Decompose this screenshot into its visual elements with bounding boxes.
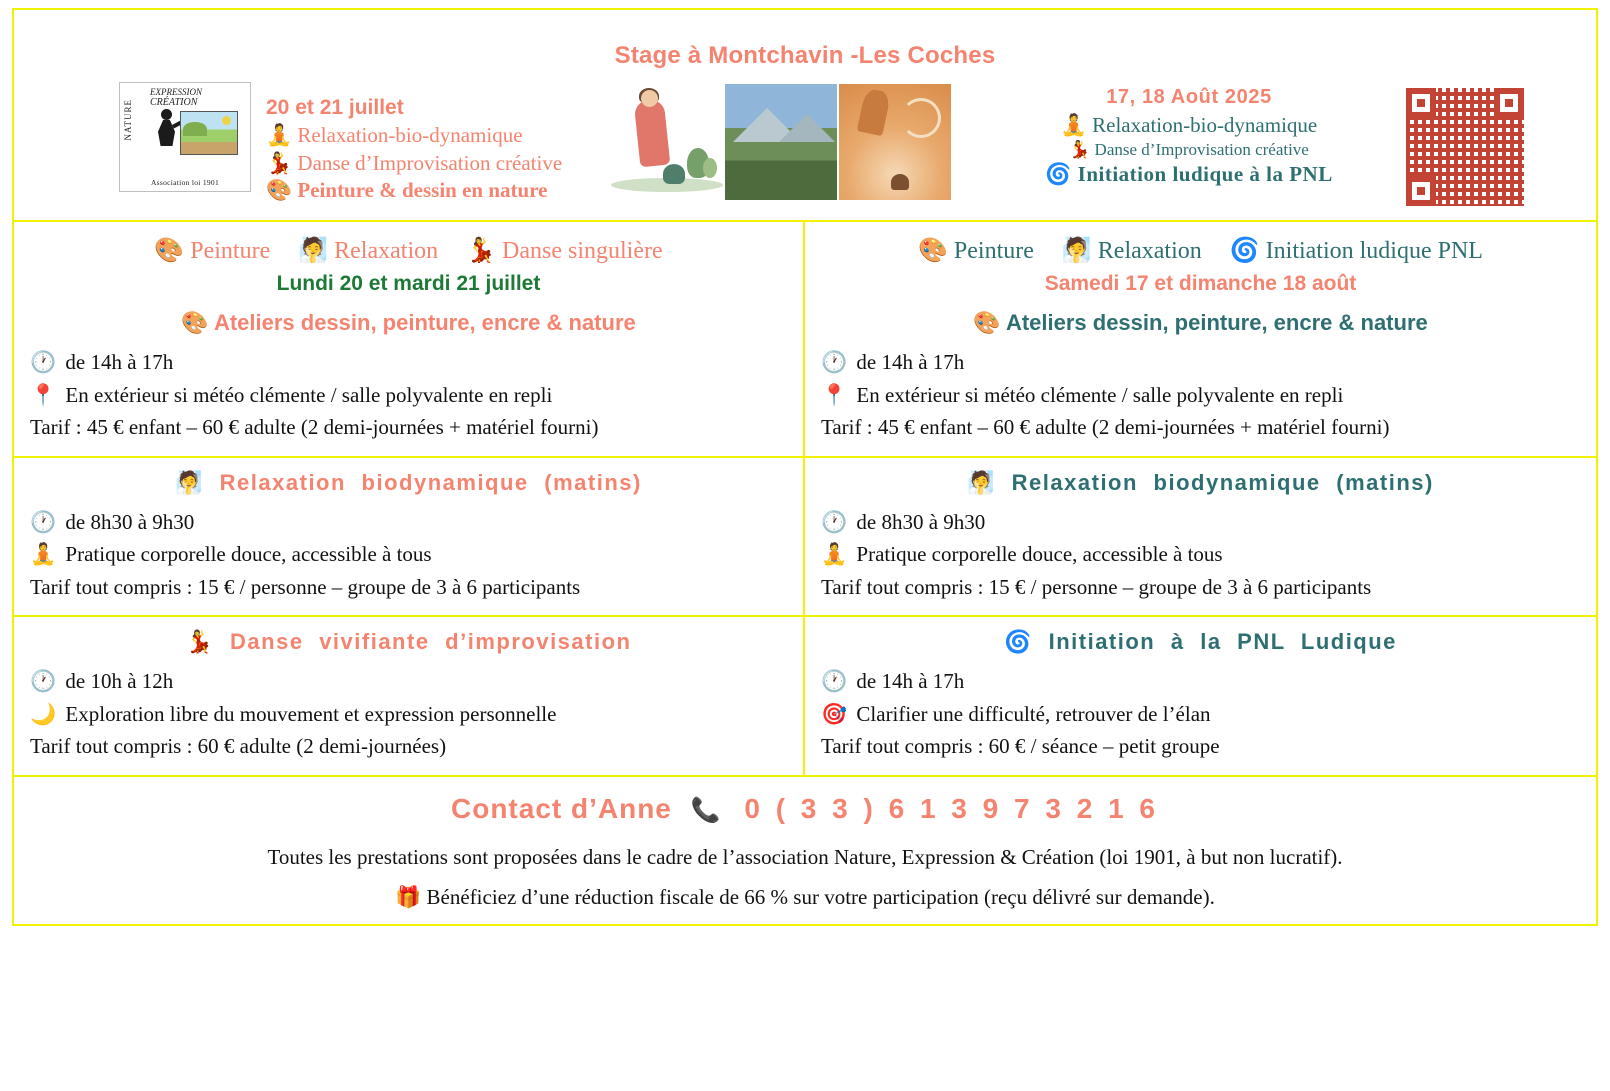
left-block-0-row-0-text: de 14h à 17h	[65, 350, 174, 374]
left-block-2-title: Danse vivifiante d’improvisation	[230, 629, 632, 655]
swirl-icon: 🌙	[30, 701, 57, 726]
palette-icon: 🎨	[918, 238, 948, 264]
logo-word-nature: NATURE	[123, 99, 133, 141]
footer-note-1: Toutes les prestations sont proposées dans le cadre de l’association Nature, Expression & Création (loi 1901, à but non lucratif).	[267, 844, 1343, 869]
right-block-2-row-2-text: Tarif tout compris : 60 € / séance – petit groupe	[821, 734, 1220, 759]
right-block-2-row-0-text: de 14h à 17h	[856, 669, 965, 694]
left-days: Lundi 20 et mardi 21 juillet	[276, 272, 541, 295]
right-block-1-row-2-text: Tarif tout compris : 15 € / personne – groupe de 3 à 6 participants	[821, 574, 1372, 599]
dancer-icon: 💃	[185, 629, 215, 655]
left-block-0-row-1-text: En extérieur si météo clémente / salle polyvalente en repli	[65, 382, 553, 407]
canvas-icon	[180, 111, 238, 155]
left-block-2-row-2	[30, 730, 787, 763]
meditation-icon: 🧘	[821, 542, 848, 567]
dancer-icon: 💃	[466, 238, 496, 264]
right-block-1-title-row	[821, 470, 1580, 496]
right-category-2-label: Initiation ludique PNL	[1265, 238, 1483, 264]
left-block-0-row-0	[30, 346, 787, 379]
contact-label: Contact d’Anne	[451, 792, 672, 824]
right-days: Samedi 17 et dimanche 18 août	[1044, 272, 1357, 295]
header-right-block	[989, 86, 1389, 189]
header-left-block	[266, 96, 596, 205]
footer-note-2-text: Bénéficiez d’une réduction fiscale de 66 % sur votre participation (reçu délivré sur demande).	[426, 884, 1215, 909]
left-block-1-row-1-text: Pratique corporelle douce, accessible à tous	[65, 542, 432, 567]
clock-icon: 🕐	[821, 350, 848, 374]
palette-icon: 🎨	[973, 310, 1001, 335]
palette-icon: 🎨	[181, 310, 209, 335]
clock-icon: 🕐	[30, 509, 57, 534]
right-categories	[821, 236, 1580, 266]
left-block-1-row-0	[30, 506, 787, 539]
right-block-1-row-0-text: de 8h30 à 9h30	[856, 509, 986, 534]
header-left-item-2-label: Peinture & dessin en nature	[297, 178, 548, 203]
qr-code[interactable]	[1406, 88, 1524, 206]
right-block-0-row-2	[821, 411, 1580, 444]
clock-icon: 🕐	[821, 509, 848, 534]
left-category-0-label: Peinture	[190, 238, 271, 264]
right-block-2-row-1	[821, 698, 1580, 731]
header-right-item-1-label: Danse d’Improvisation créative	[1094, 140, 1309, 160]
header-left-item-1	[266, 150, 596, 178]
left-block-0-title: Ateliers dessin, peinture, encre & nature	[213, 310, 636, 335]
header-right-date: 17, 18 Août 2025	[1106, 86, 1272, 108]
footer	[12, 777, 1598, 926]
column-right-relaxation	[805, 458, 1596, 618]
right-block-0-row-2-text: Tarif : 45 € enfant – 60 € adulte (2 demi-journées + matériel fourni)	[821, 415, 1390, 440]
header-left-date: 20 et 21 juillet	[266, 96, 404, 119]
right-block-0-row-1-text: En extérieur si météo clémente / salle polyvalente en repli	[856, 382, 1344, 407]
column-left-atelier	[14, 222, 805, 458]
header-images	[611, 84, 951, 200]
meditation-icon: 🧘	[266, 123, 293, 147]
dancer-icon: 💃	[266, 150, 293, 175]
phone-icon: 📞	[690, 796, 722, 824]
left-block-0-row-2-text: Tarif : 45 € enfant – 60 € adulte (2 demi-journées + matériel fourni)	[30, 415, 599, 440]
logo-word-expression: EXPRESSION	[150, 87, 202, 97]
mountain-photo	[725, 84, 837, 200]
left-block-2-row-2-text: Tarif tout compris : 60 € adulte (2 demi-journées)	[30, 734, 447, 759]
header-left-item-2	[266, 177, 596, 205]
relaxation-icon: 🧖	[175, 469, 205, 495]
header-left-item-1-label: Danse d’Improvisation créative	[297, 150, 563, 175]
right-block-0-title-row	[821, 310, 1580, 336]
left-block-1-title: Relaxation biodynamique (matins)	[219, 469, 642, 495]
right-block-0-row-1	[821, 379, 1580, 412]
logo-word-creation: CRÉATION	[150, 97, 198, 108]
page-title: Stage à Montchavin -Les Coches	[614, 42, 996, 69]
column-left-danse	[14, 617, 805, 775]
meditation-icon: 🧘	[1060, 113, 1087, 137]
painter-figure-icon	[154, 109, 180, 161]
left-block-1-row-2	[30, 571, 787, 604]
right-block-0-row-0-text: de 14h à 17h	[856, 350, 965, 374]
spiral-icon: 🌀	[1004, 629, 1033, 655]
header-left-item-0	[266, 122, 596, 150]
right-block-2-row-1-text: Clarifier une difficulté, retrouver de l’élan	[856, 701, 1211, 726]
pin-icon: 📍	[30, 382, 57, 407]
header-right-item-1	[989, 139, 1389, 161]
relaxation-icon: 🧖	[1061, 238, 1092, 264]
gift-icon: 🎁	[395, 884, 422, 909]
footer-note-2	[24, 881, 1586, 915]
brush-photo	[839, 84, 951, 200]
right-block-0-row-0	[821, 346, 1580, 379]
palette-icon: 🎨	[154, 238, 185, 264]
logo-assoc-text: Association loi 1901	[150, 178, 220, 187]
sessions-grid	[12, 222, 1598, 777]
right-block-2-row-2	[821, 730, 1580, 763]
right-block-2-title: Initiation à la PNL Ludique	[1048, 629, 1397, 655]
phone-number[interactable]: 0 ( 3 3 ) 6 1 3 9 7 3 2 1 6	[744, 792, 1159, 824]
right-category-0-label: Peinture	[953, 238, 1034, 264]
right-block-1-row-0	[821, 506, 1580, 539]
left-block-2-row-0	[30, 665, 787, 698]
right-block-2-title-row	[821, 629, 1580, 655]
clock-icon: 🕐	[821, 669, 848, 694]
clock-icon: 🕐	[30, 669, 57, 694]
header-right-item-2-label: Initiation ludique à la PNL	[1077, 162, 1333, 187]
clock-icon: 🕐	[30, 350, 57, 374]
right-block-0-title: Ateliers dessin, peinture, encre & nature	[1005, 310, 1428, 335]
right-block-1-row-1-text: Pratique corporelle douce, accessible à tous	[856, 542, 1223, 567]
right-block-1-row-1	[821, 538, 1580, 571]
header-right-item-0-label: Relaxation-bio-dynamique	[1092, 113, 1318, 137]
pin-icon: 📍	[821, 382, 848, 407]
spiral-icon: 🌀	[1229, 238, 1260, 264]
relaxation-icon: 🧖	[967, 469, 997, 495]
left-block-1-row-1	[30, 538, 787, 571]
left-block-2-title-row	[30, 629, 787, 655]
left-block-0-row-1	[30, 379, 787, 412]
left-block-2-row-1	[30, 698, 787, 731]
right-block-1-row-2	[821, 571, 1580, 604]
relaxation-icon: 🧖	[298, 238, 329, 264]
left-block-1-row-2-text: Tarif tout compris : 15 € / personne – groupe de 3 à 6 participants	[30, 574, 581, 599]
header-left-item-0-label: Relaxation-bio-dynamique	[297, 123, 523, 147]
column-right-pnl	[805, 617, 1596, 775]
contact-line	[24, 793, 1586, 825]
left-block-2-row-1-text: Exploration libre du mouvement et expression personnelle	[65, 701, 557, 726]
palette-icon: 🎨	[266, 178, 293, 203]
target-icon: 🎯	[821, 701, 848, 726]
spiral-icon: 🌀	[1045, 162, 1072, 187]
left-block-2-row-0-text: de 10h à 12h	[65, 669, 174, 694]
left-category-1-label: Relaxation	[334, 238, 439, 264]
column-right-atelier	[805, 222, 1596, 458]
yoga-photo	[611, 84, 723, 200]
right-block-1-title: Relaxation biodynamique (matins)	[1011, 469, 1434, 495]
left-block-1-title-row	[30, 470, 787, 496]
header-right-item-2	[989, 161, 1389, 188]
header	[12, 8, 1598, 222]
left-category-2-label: Danse singulière	[502, 238, 663, 264]
column-left-relaxation	[14, 458, 805, 618]
right-category-1-label: Relaxation	[1097, 238, 1202, 264]
dancer-icon: 💃	[1069, 140, 1091, 160]
right-block-2-row-0	[821, 665, 1580, 698]
association-logo	[119, 82, 251, 192]
meditation-icon: 🧘	[30, 542, 57, 567]
header-right-item-0	[989, 112, 1389, 139]
left-categories	[30, 236, 787, 266]
left-block-0-title-row	[30, 310, 787, 336]
left-block-1-row-0-text: de 8h30 à 9h30	[65, 509, 195, 534]
left-block-0-row-2	[30, 411, 787, 444]
